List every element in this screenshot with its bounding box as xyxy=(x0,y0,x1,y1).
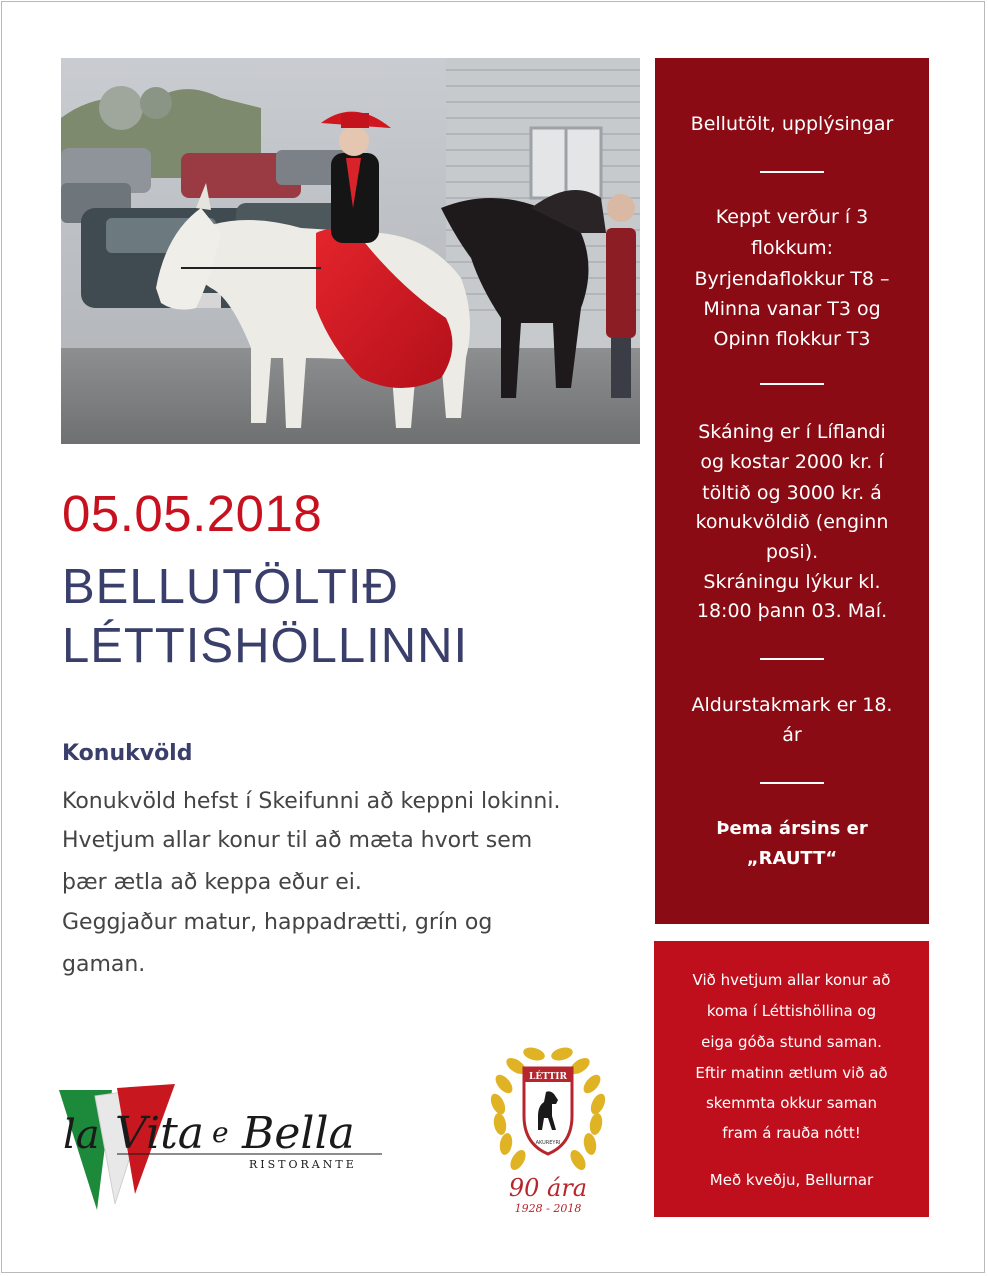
logo-text-part4: Bella xyxy=(242,1108,355,1159)
message-line: koma í Léttishöllina og xyxy=(706,1002,877,1020)
logo-subtitle: RISTORANTE xyxy=(249,1158,357,1171)
divider xyxy=(760,383,824,385)
info-registration-line: Skráningu lýkur kl. xyxy=(703,571,881,593)
divider xyxy=(760,782,824,784)
message-line: eiga góða stund saman. xyxy=(701,1033,882,1051)
section-line: Hvetjum allar konur til að mæta hvort sem xyxy=(62,828,533,853)
info-age-line: Aldurstakmark er 18. xyxy=(691,694,893,716)
info-registration-line: töltið og 3000 kr. á xyxy=(702,482,882,504)
event-title-line2: LÉTTISHÖLLINNI xyxy=(62,619,469,673)
section-line: gaman. xyxy=(62,952,146,977)
rider-on-white-horse-photo xyxy=(61,58,640,444)
info-panel-heading: Bellutölt, upplýsingar xyxy=(690,113,894,135)
info-theme-line: Þema ársins er xyxy=(716,818,868,839)
info-theme-line: „RAUTT“ xyxy=(746,848,838,869)
message-signoff: Með kveðju, Bellurnar xyxy=(709,1171,874,1189)
message-line: fram á rauða nótt! xyxy=(722,1124,861,1142)
info-age-line: ár xyxy=(782,724,802,746)
info-registration-line: og kostar 2000 kr. í xyxy=(700,451,884,473)
info-registration-line: 18:00 þann 03. Maí. xyxy=(696,600,888,622)
message-line: Við hvetjum allar konur að xyxy=(692,971,891,989)
info-categories-line: Byrjendaflokkur T8 – xyxy=(694,268,890,290)
message-box xyxy=(654,941,929,1217)
info-categories-line: flokkum: xyxy=(751,237,833,259)
club-name: LÉTTIR xyxy=(529,1072,567,1082)
info-categories-line: Opinn flokkur T3 xyxy=(713,328,871,350)
message-line: skemmta okkur saman xyxy=(705,1094,878,1112)
info-categories-line: Keppt verður í 3 xyxy=(715,206,869,228)
section-heading: Konukvöld xyxy=(62,741,193,766)
info-categories-line: Minna vanar T3 og xyxy=(703,298,881,320)
lettir-90-ara-crest xyxy=(486,1046,610,1216)
info-registration-line: Skáning er í Líflandi xyxy=(698,421,886,443)
info-registration-line: konukvöldið (enginn xyxy=(695,511,889,533)
anniversary-years: 1928 - 2018 xyxy=(514,1202,582,1215)
divider xyxy=(760,171,824,173)
la-vita-e-bella-logo xyxy=(57,1084,392,1210)
info-panel xyxy=(655,58,929,924)
event-title-line1: BELLUTÖLTIÐ xyxy=(62,560,399,614)
anniversary-text: 90 ára xyxy=(508,1174,588,1202)
event-date: 05.05.2018 xyxy=(62,485,323,542)
section-line: þær ætla að keppa eður ei. xyxy=(62,870,362,895)
club-location: AKUREYRI xyxy=(535,1140,561,1146)
logo-text-part3: e xyxy=(212,1116,229,1149)
section-line: Geggjaður matur, happadrætti, grín og xyxy=(62,910,493,935)
message-line: Eftir matinn ætlum við að xyxy=(695,1064,888,1082)
info-registration-line: posi). xyxy=(765,541,819,563)
logo-text-part2: Vita xyxy=(115,1108,204,1159)
divider xyxy=(760,658,824,660)
logo-text-part1: la xyxy=(63,1112,100,1158)
section-line: Konukvöld hefst í Skeifunni að keppni lokinni. xyxy=(62,789,561,814)
